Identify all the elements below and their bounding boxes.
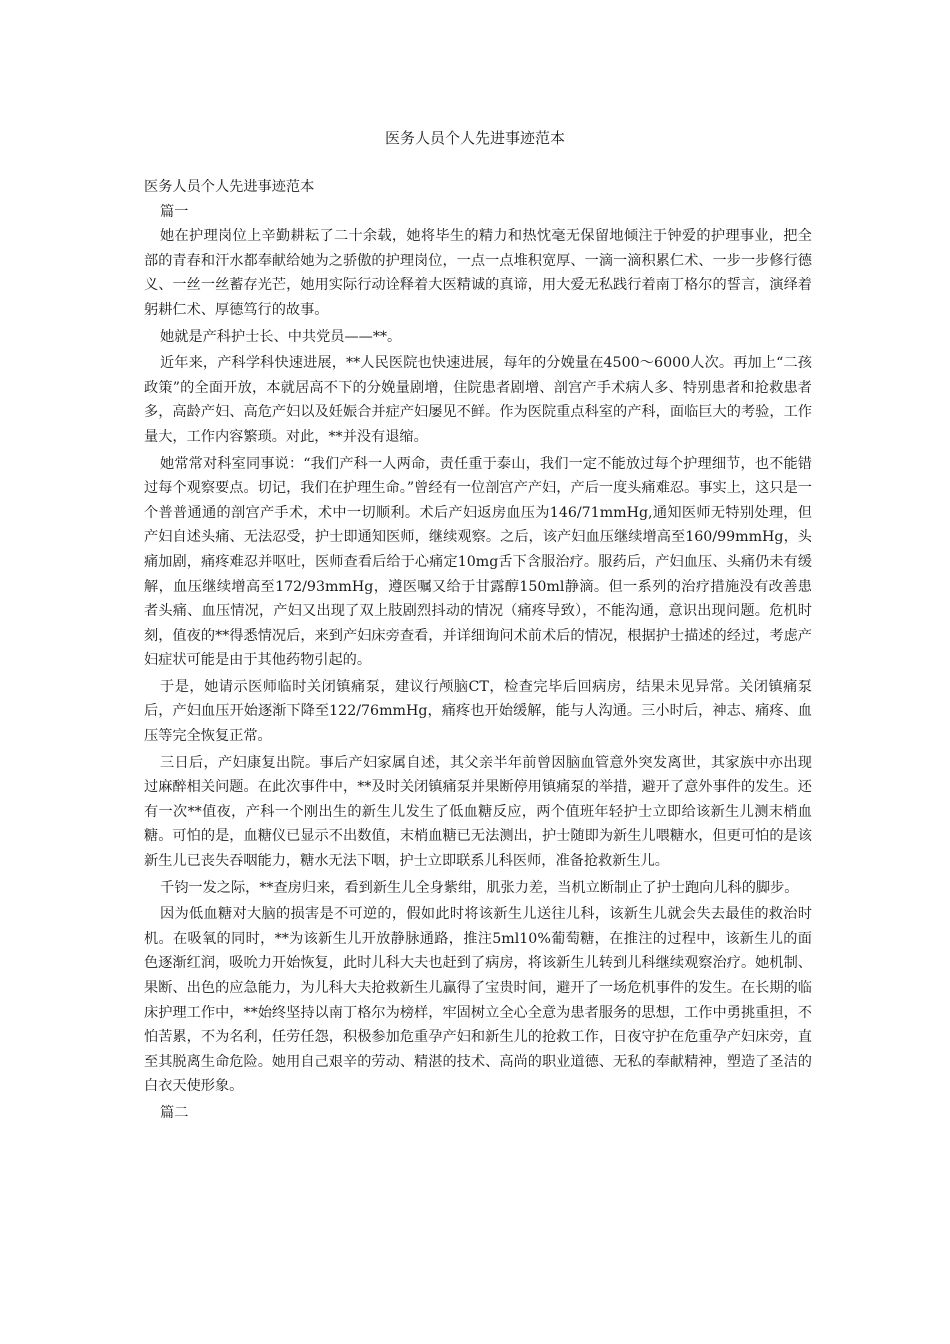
paragraph: 三日后，产妇康复出院。事后产妇家属自述，其父亲半年前曾因脑血管意外突发离世，其家族中亦出现过麻醉相关问题。在此次事件中，**及时关闭镇痛泵并果断停用镇痛泵的举措，避开了意外事件的发生。还有一次**值夜，产科一个刚出生的新生儿发生了低血糖反应，两个值班年轻护士立即给该新生儿测末梢血糖。可怕的是，血糖仪已显示不出数值，末梢血糖已无法测出，护士随即为新生儿喂糖水，但更可怕的是该新生儿已丧失吞咽能力，糖水无法下咽，护士立即联系儿科医师，准备抢救新生儿。 [144, 754, 812, 870]
document-body [144, 175, 812, 1126]
paragraph: 于是，她请示医师临时关闭镇痛泵，建议行颅脑CT，检查完毕后回病房，结果未见异常。关闭镇痛泵后，产妇血压开始逐渐下降至122/76mmHg，痛疼也开始缓解，能与人沟通。三小时后，神志、痛疼、血压等完全恢复正常。 [144, 678, 812, 745]
section-label-2: 篇二 [160, 1104, 189, 1121]
document-title: 医务人员个人先进事迹范本 [384, 129, 565, 147]
paragraph: 她常常对科室同事说：“我们产科一人两命，责任重于泰山，我们一定不能放过每个护理细节，也不能错过每个观察要点。切记，我们在护理生命。”曾经有一位剖宫产产妇，产后一度头痛难忍。事实上，这只是一个普普通通的剖宫产手术，术中一切顺利。术后产妇返房血压为146/71mmHg,通知医师无特别处理，但产妇自述头痛、无法忍受，护士即通知医师，继续观察。之后，该产妇血压继续增高至160/99mmHg，头痛加剧，痛疼难忍并呕吐，医师查看后给于心痛定10mg舌下含服治疗。服药后，产妇血压、头痛仍未有缓解，血压继续增高至172/93mmHg，遵医嘱又给于甘露醇150ml静滴。但一系列的治疗措施没有改善患者头痛、血压情况，产妇又出现了双上肢剧烈抖动的情况（痛疼导致），不能沟通，意识出现问题。危机时刻，值夜的**得悉情况后，来到产妇床旁查看，并详细询问术前术后的情况，根据护士描述的经过，考虑产妇症状可能是由于其他药物引起的。 [144, 455, 812, 669]
paragraph: 千钧一发之际，**查房归来，看到新生儿全身紫绀，肌张力差，当机立断制止了护士跑向儿科的脚步。 [160, 879, 799, 896]
paragraph: 她就是产科护士长、中共党员——**。 [160, 328, 402, 345]
document-heading: 医务人员个人先进事迹范本 [144, 179, 315, 195]
section-label-1: 篇一 [160, 203, 189, 220]
paragraph: 她在护理岗位上辛勤耕耘了二十余载，她将毕生的精力和热忱毫无保留地倾注于钟爱的护理事业，把全部的青春和汗水都奉献给她为之骄傲的护理岗位，一点一点堆积宽厚、一滴一滴积累仁术、一步一步修行德义、一丝一丝蓄存光芒，她用实际行动诠释着大医精诚的真谛，用大爱无私践行着南丁格尔的誓言，演绎着躬耕仁术、厚德笃行的故事。 [144, 228, 812, 318]
paragraph: 因为低血糖对大脑的损害是不可逆的，假如此时将该新生儿送往儿科，该新生儿就会失去最佳的救治时机。在吸氧的同时，**为该新生儿开放静脉通路，推注5ml10%葡萄糖，在推注的过程中，该新生儿的面色逐渐红润，吸吮力开始恢复，此时儿科大夫也赶到了病房，将该新生儿转到儿科继续观察治疗。她机制、果断、出色的应急能力，为儿科大夫抢救新生儿赢得了宝贵时间，避开了一场危机事件的发生。在长期的临床护理工作中，**始终坚持以南丁格尔为榜样，牢固树立全心全意为患者服务的思想，工作中勇挑重担，不怕苦累，不为名利，任劳任怨，积极参加危重孕产妇和新生儿的抢救工作，日夜守护在危重孕产妇床旁，直至其脱离生命危险。她用自己艰辛的劳动、精湛的技术、高尚的职业道德、无私的奉献精神，塑造了圣洁的白衣天使形象。 [144, 906, 812, 1095]
paragraph: 近年来，产科学科快速进展，**人民医院也快速进展，每年的分娩量在4500～6000人次。再加上“二孩政策”的全面开放，本就居高不下的分娩量剧增，住院患者剧增、剖宫产手术病人多、特别患者和抢救患者多，高龄产妇、高危产妇以及妊娠合并症产妇屡见不鲜。作为医院重点科室的产科，面临巨大的考验，工作量大，工作内容繁琐。对此，**并没有退缩。 [144, 355, 812, 445]
